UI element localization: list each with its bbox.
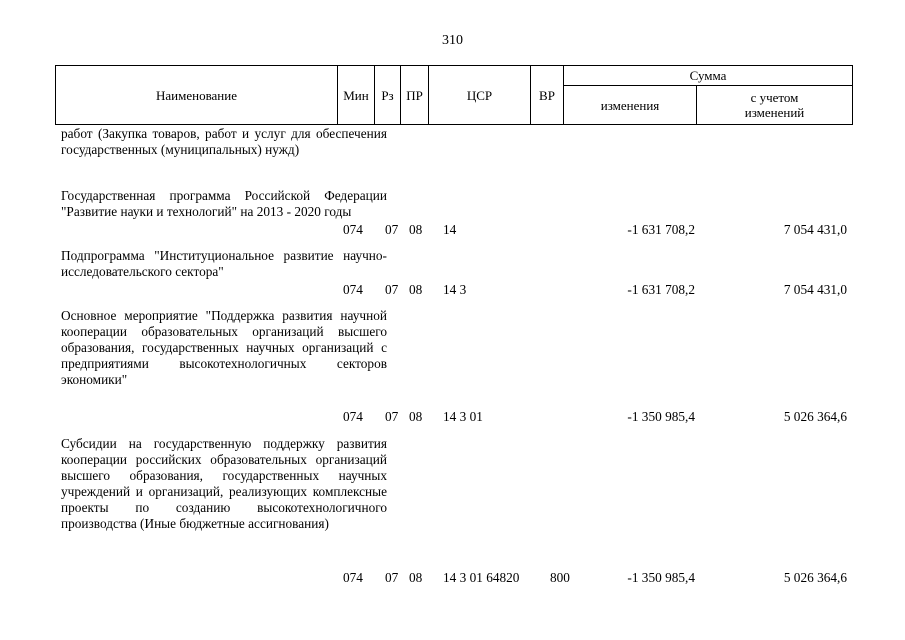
row-pr: 08: [409, 282, 423, 297]
header-changes: изменения: [564, 86, 697, 125]
page-number: 310: [442, 33, 463, 48]
row-csr: 14 3 01 64820: [443, 570, 520, 585]
header-with-changes-line2: изменений: [744, 105, 805, 120]
row-name: Государственная программа Российской Федерации "Развитие науки и технологий" на 2013 - 2020 годы: [61, 188, 387, 219]
row-rz: 07: [385, 222, 399, 237]
row-changes: -1 350 985,4: [627, 409, 695, 424]
row-min: 074: [343, 282, 363, 297]
row-total: 7 054 431,0: [783, 282, 847, 297]
row-total: 5 026 364,6: [783, 409, 847, 424]
row-name: работ (Закупка товаров, работ и услуг для обеспечения государственных (муниципальных) нужд): [61, 126, 387, 157]
header-vr: ВР: [531, 66, 564, 125]
header-name: Наименование: [56, 66, 338, 125]
row-pr: 08: [409, 222, 423, 237]
header-with-changes: [697, 86, 853, 125]
row-name: Основное мероприятие "Поддержка развития научной кооперации образовательных организаций высшего образования, государственных научных организаций с предприятиями высокотехнологичных секторов экономики": [61, 308, 387, 387]
row-csr: 14 3 01: [443, 409, 483, 424]
row-changes: -1 350 985,4: [627, 570, 695, 585]
row-total: 7 054 431,0: [783, 222, 847, 237]
row-min: 074: [343, 222, 363, 237]
row-csr: 14: [443, 222, 457, 237]
row-name: Субсидии на государственную поддержку развития кооперации российских образовательных организаций высшего образования, государственных научных учреждений и организаций, реализующих комплексные проекты по созданию высокотехнологичного производства (Иные бюджетные ассигнования): [61, 436, 387, 531]
header-csr: ЦСР: [429, 66, 531, 125]
row-pr: 08: [409, 409, 423, 424]
header-sum: Сумма: [564, 66, 853, 86]
row-changes: -1 631 708,2: [627, 282, 695, 297]
header-with-changes-line1: с учетом: [750, 90, 799, 105]
row-min: 074: [343, 570, 363, 585]
row-pr: 08: [409, 570, 423, 585]
row-total: 5 026 364,6: [783, 570, 847, 585]
row-vr: 800: [550, 570, 570, 585]
header-rz: Рз: [375, 66, 401, 125]
row-rz: 07: [385, 282, 399, 297]
row-rz: 07: [385, 570, 399, 585]
row-rz: 07: [385, 409, 399, 424]
header-pr: ПР: [401, 66, 429, 125]
header-min: Мин: [338, 66, 375, 125]
table-header: [55, 65, 853, 125]
row-csr: 14 3: [443, 282, 467, 297]
row-name: Подпрограмма "Институциональное развитие научно-исследовательского сектора": [61, 248, 387, 279]
row-min: 074: [343, 409, 363, 424]
row-changes: -1 631 708,2: [627, 222, 695, 237]
